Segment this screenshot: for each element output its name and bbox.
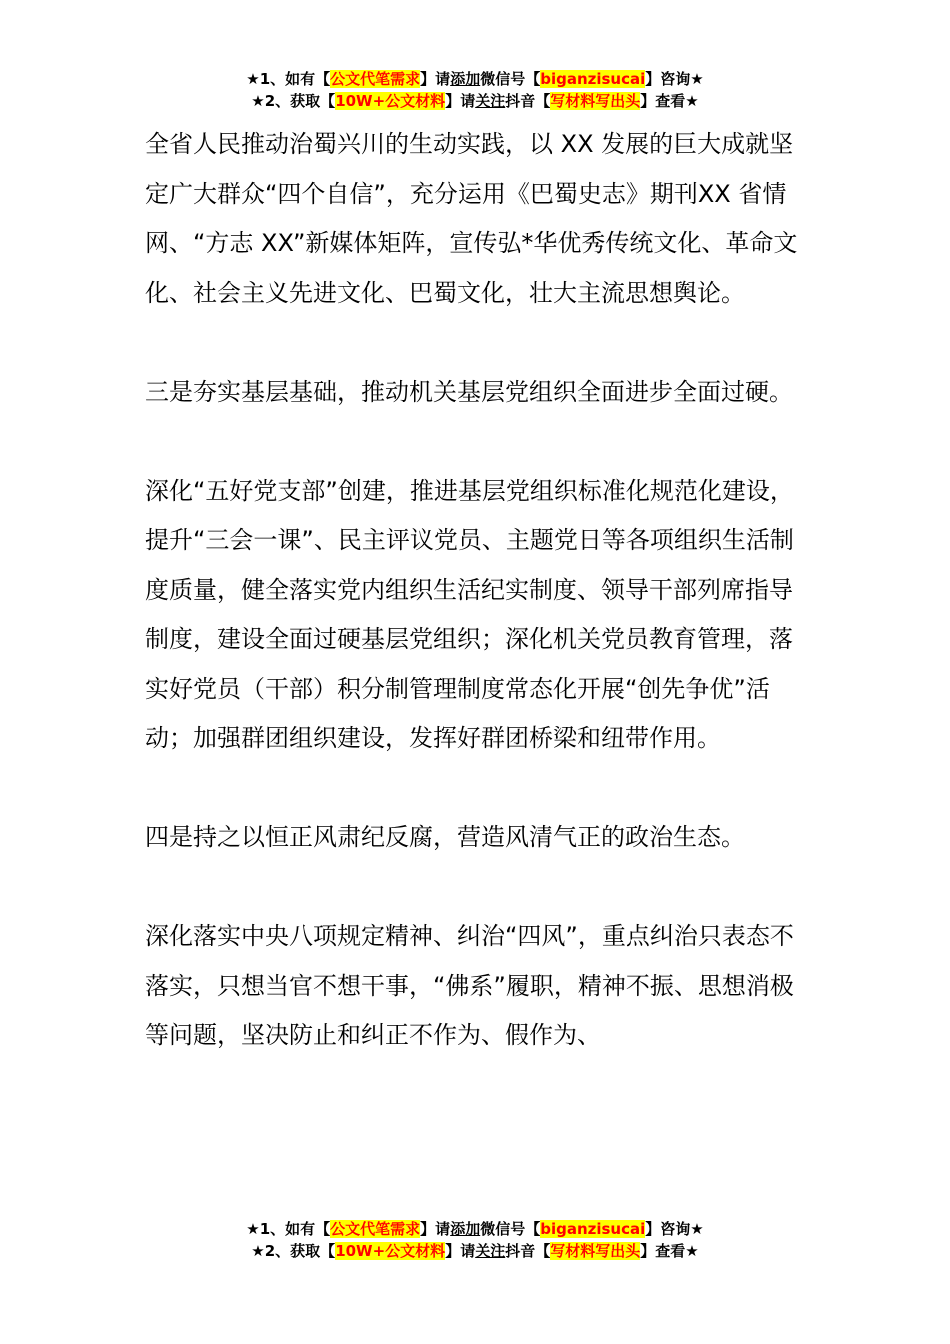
highlight-service: 公文代笔需求 xyxy=(330,1220,421,1238)
highlight-service: 公文代笔需求 xyxy=(330,70,421,88)
underlined-text: 关注 xyxy=(475,1242,506,1260)
banner-text: 抖音【 xyxy=(505,1242,551,1260)
banner-text: 微信号【 xyxy=(480,1220,541,1238)
underlined-text: 关注 xyxy=(475,92,506,110)
highlight-douyin-account: 写材料写出头 xyxy=(550,92,641,110)
header-banner xyxy=(0,68,950,112)
highlight-douyin-account: 写材料写出头 xyxy=(550,1242,641,1260)
banner-text: 】咨询★ xyxy=(645,70,704,88)
highlight-materials: 10W+公文材料 xyxy=(335,1242,446,1260)
banner-text: 】请 xyxy=(445,92,476,110)
banner-text: 】请 xyxy=(420,1220,451,1238)
banner-line-1 xyxy=(0,1218,950,1240)
banner-text: ★2、获取【 xyxy=(251,1242,336,1260)
section-heading: 三是夯实基层基础，推动机关基层党组织全面进步全面过硬。 xyxy=(145,377,793,406)
footer-banner xyxy=(0,1218,950,1262)
banner-line-2 xyxy=(0,90,950,112)
document-body xyxy=(145,120,810,1061)
highlight-wechat-id: biganzisucai xyxy=(540,1220,646,1238)
banner-text: ★1、如有【 xyxy=(246,1220,331,1238)
banner-text: 】查看★ xyxy=(640,1242,699,1260)
body-paragraph: 深化“五好党支部”创建，推进基层党组织标准化规范化建设，提升“三会一课”、民主评议党员、主题党日等各项组织生活制度质量，健全落实党内组织生活纪实制度、领导干部列席指导制度，建设全面过硬基层党组织；深化机关党员教育管理，落实好党员（干部）积分制管理制度常态化开展“创先争优”活动；加强群团组织建设，发挥好群团桥梁和纽带作用。 xyxy=(145,476,794,752)
banner-text: 】请 xyxy=(420,70,451,88)
highlight-wechat-id: biganzisucai xyxy=(540,70,646,88)
banner-text: 】请 xyxy=(445,1242,476,1260)
underlined-text: 添加 xyxy=(450,1220,481,1238)
section-heading: 四是持之以恒正风肃纪反腐，营造风清气正的政治生态。 xyxy=(145,823,745,851)
banner-line-1 xyxy=(0,68,950,90)
banner-text: 抖音【 xyxy=(505,92,551,110)
banner-text: ★2、获取【 xyxy=(251,92,336,110)
banner-text: 微信号【 xyxy=(480,70,541,88)
highlight-materials: 10W+公文材料 xyxy=(335,92,446,110)
banner-text: 】查看★ xyxy=(640,92,699,110)
banner-text: ★1、如有【 xyxy=(246,70,331,88)
body-paragraph: 全省人民推动治蜀兴川的生动实践，以 XX 发展的巨大成就坚定广大群众“四个自信”，充分运用《巴蜀史志》期刊XX 省情网、“方志 XX”新媒体矩阵，宣传弘*华优秀传统文化、革命文化、社会主义先进文化、巴蜀文化，壮大主流思想舆论。 xyxy=(145,130,798,307)
banner-line-2 xyxy=(0,1240,950,1262)
body-paragraph: 深化落实中央八项规定精神、纠治“四风”，重点纠治只表态不落实，只想当官不想干事，“佛系”履职，精神不振、思想消极等问题，坚决防止和纠正不作为、假作为、 xyxy=(145,922,794,1049)
banner-text: 】咨询★ xyxy=(645,1220,704,1238)
underlined-text: 添加 xyxy=(450,70,481,88)
